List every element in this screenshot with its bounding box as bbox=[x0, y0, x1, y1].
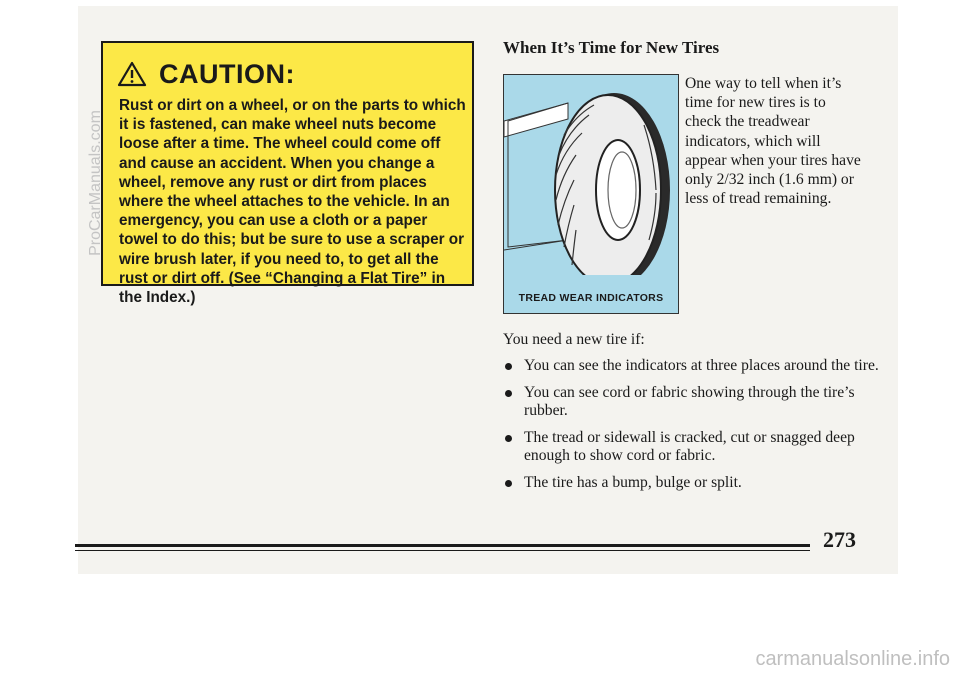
list-item: The tire has a bump, bulge or split. bbox=[503, 474, 883, 493]
intro-text: You need a new tire if: bbox=[503, 331, 645, 348]
list-item: You can see the indicators at three places around the tire. bbox=[503, 357, 883, 376]
tire-illustration bbox=[503, 74, 679, 314]
tire-image bbox=[504, 75, 678, 275]
page-number: 273 bbox=[823, 527, 856, 552]
side-watermark: ProCarManuals.com bbox=[87, 110, 104, 256]
caution-box bbox=[101, 41, 474, 307]
figure-label: TREAD WEAR INDICATORS bbox=[518, 292, 664, 304]
caution-header bbox=[117, 59, 295, 89]
footer-rule-thin bbox=[75, 550, 810, 551]
section-title: When It’s Time for New Tires bbox=[503, 38, 720, 57]
warning-triangle-icon bbox=[117, 61, 147, 87]
footer-rule bbox=[75, 544, 810, 547]
treadwear-paragraph: One way to tell when it’s time for new tires is to check the treadwear indicators, which will appear when your tires have only 2/32 inch (1.6 mm) or less of tread remaining. bbox=[685, 75, 861, 208]
bullet-list bbox=[503, 357, 883, 500]
caution-text: Rust or dirt on a wheel, or on the parts to which it is fastened, can make wheel nuts become loose after a time. The wheel could come off and cause an accident. When you change a wheel, remove any rust or dirt from places where the wheel attaches to the vehicle. In an emergency, you can use a cloth or a paper towel to do this; but be sure to use a scraper or wire brush later, if you need to, to get all the rust or dirt off. (See “Changing a Flat Tire” in the Index.) bbox=[119, 97, 466, 307]
footer-watermark: carmanualsonline.info bbox=[755, 648, 950, 670]
list-item: The tread or sidewall is cracked, cut or snagged deep enough to show cord or fabric. bbox=[503, 429, 883, 466]
caution-title: CAUTION: bbox=[159, 58, 295, 89]
list-item: You can see cord or fabric showing through the tire’s rubber. bbox=[503, 384, 883, 421]
